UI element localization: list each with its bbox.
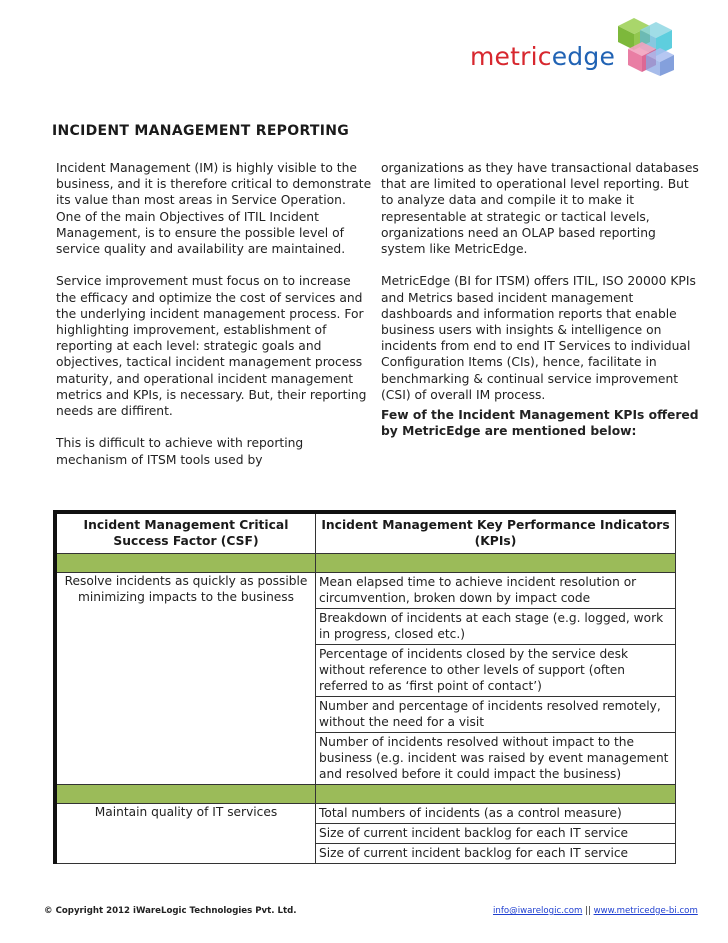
group-separator-row	[55, 554, 676, 573]
right-text-column	[381, 160, 703, 456]
footer-contact	[493, 906, 698, 916]
group-separator-row	[55, 785, 676, 804]
table-row	[55, 804, 676, 824]
right-paragraph-1: organizations as they have transactional databases that are limited to operational level reporting. But to analyze data and compile it to make it representable at strategic or tactical levels, organizations need an OLAP based reporting system like MetricEdge.	[381, 161, 699, 257]
logo-text-edge: edge	[551, 42, 616, 71]
kpi-cell: Percentage of incidents closed by the service desk without reference to other levels of support (often referred to as ‘first point of contact’)	[316, 645, 676, 697]
table-header-row	[55, 512, 676, 554]
kpi-cell: Mean elapsed time to achieve incident resolution or circumvention, broken down by impact code	[316, 573, 676, 609]
left-paragraph-3: This is difficult to achieve with reporting mechanism of ITSM tools used by	[56, 436, 304, 467]
kpi-column-header: Incident Management Key Performance Indicators (KPIs)	[316, 512, 676, 554]
left-paragraph-2: Service improvement must focus on to increase the efficacy and optimize the cost of services and the underlying incident management process. For highlighting improvement, establishment of reporting at each level: strategic goals and objectives, tactical incident management process maturity, and operational incident management metrics and KPIs, is necessary. But, their reporting needs are diffirent.	[56, 274, 367, 419]
kpi-cell: Number and percentage of incidents resolved remotely, without the need for a visit	[316, 697, 676, 733]
right-paragraph-2: MetricEdge (BI for ITSM) offers ITIL, ISO 20000 KPIs and Metrics based incident management dashboards and information reports that enable business users with insights & intelligence on incidents from end to end IT Services to individual Configuration Items (CIs), hence, facilitate in benchmarking & continual service improvement (CSI) of overall IM process.	[381, 274, 696, 402]
logo-cubes-icon	[616, 16, 678, 76]
kpi-cell: Size of current incident backlog for each IT service	[316, 824, 676, 844]
copyright-notice: © Copyright 2012 iWareLogic Technologies Pvt. Ltd.	[44, 906, 297, 916]
kpi-cell: Number of incidents resolved without impact to the business (e.g. incident was raised by event management and resolved before it could impact the business)	[316, 733, 676, 785]
left-paragraph-1: Incident Management (IM) is highly visible to the business, and it is therefore critical to demonstrate its value than most areas in Service Operation. One of the main Objectives of ITIL Incident Management, is to ensure the possible level of service quality and availability are maintained.	[56, 161, 372, 257]
kpi-cell: Size of current incident backlog for each IT service	[316, 844, 676, 864]
left-text-column	[56, 160, 372, 484]
page-title: INCIDENT MANAGEMENT REPORTING	[52, 123, 350, 139]
logo-text-metric: metric	[470, 42, 552, 71]
kpi-cell: Total numbers of incidents (as a control measure)	[316, 804, 676, 824]
email-link[interactable]: info@iwarelogic.com	[493, 906, 583, 916]
metricedge-logo	[470, 44, 615, 69]
website-link[interactable]: www.metricedge-bi.com	[593, 906, 698, 916]
table-row	[55, 573, 676, 609]
csf-cell: Resolve incidents as quickly as possible minimizing impacts to the business	[55, 573, 316, 785]
right-paragraph-3: Few of the Incident Management KPIs offered by MetricEdge are mentioned below:	[381, 408, 699, 439]
kpi-cell: Breakdown of incidents at each stage (e.g. logged, work in progress, closed etc.)	[316, 609, 676, 645]
csf-cell: Maintain quality of IT services	[55, 804, 316, 864]
kpi-table	[53, 510, 676, 864]
logo-wordmark	[470, 44, 615, 69]
footer-separator: ||	[585, 906, 591, 916]
csf-column-header: Incident Management Critical Success Factor (CSF)	[55, 512, 316, 554]
